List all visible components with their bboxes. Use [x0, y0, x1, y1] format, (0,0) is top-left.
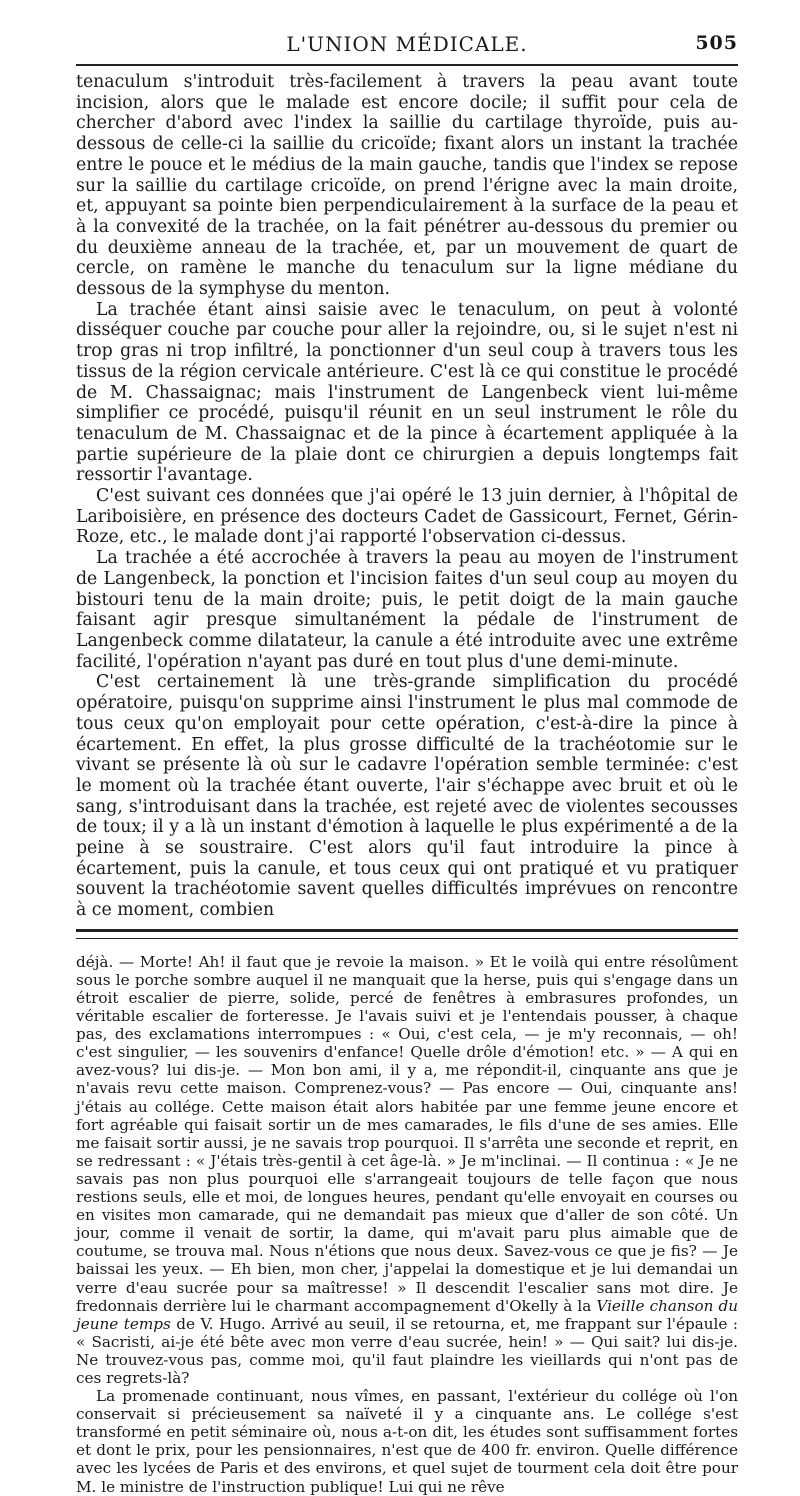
feuilleton-separator — [76, 929, 738, 939]
main-article — [76, 72, 738, 921]
article-paragraph: La trachée étant ainsi saisie avec le tenaculum, on peut à volonté disséquer couche par couche pour aller la rejoindre, ou, si le sujet n'est ni trop gras ni trop infiltré, la ponctionner d'un seul coup à travers tous les tissus de la région cervicale antérieure. C'est là ce qui constitue le procédé de M. Chassaignac; mais l'instrument de Langenbeck vient lui-même simplifier ce procédé, puisqu'il réunit en un seul instrument le rôle du tenaculum de M. Chassaignac et de la pince à écartement appliquée à la partie supérieure de la plaie dont ce chirurgien a depuis longtemps fait ressortir l'avantage. — [76, 299, 738, 486]
article-paragraph: C'est suivant ces données que j'ai opéré le 13 juin dernier, à l'hôpital de Lariboisière, en présence des docteurs Cadet de Gassicourt, Fernet, Gérin-Roze, etc., le malade dont j'ai rapporté l'observation ci-dessus. — [76, 486, 738, 548]
feuilleton — [76, 953, 738, 1496]
article-paragraph: tenaculum s'introduit très-facilement à travers la peau avant toute incision, alors que le malade est encore docile; il suffit pour cela de chercher d'abord avec l'index la saillie du cartilage thyroïde, puis au-dessous de celle-ci la saillie du cricoïde; fixant alors un instant la trachée entre le pouce et le médius de la main gauche, tandis que l'index se repose sur la saillie du cartilage cricoïde, on prend l'érigne avec la main droite, et, appuyant sa pointe bien perpendiculairement à la surface de la peau et à la convexité de la trachée, on la fait pénétrer au-dessous du premier ou du deuxième anneau de la trachée, et, par un mouvement de quart de cercle, on ramène le manche du tenaculum sur la ligne médiane du dessous de la symphyse du menton. — [76, 72, 738, 300]
header-rule — [76, 64, 738, 66]
journal-title: L'UNION MÉDICALE. — [286, 32, 528, 56]
feuilleton-text: de V. Hugo. Arrivé au seuil, il se retourna, et, me frappant sur l'épaule : « Sacristi, ai-je été bête avec mon verre d'eau sucrée, hein! » — Qui sait? lui dis-je. Ne trouvez-vous pas, comme moi, qu'il faut plaindre les vieillards qui n'ont pas de ces regrets-là? — [76, 1314, 738, 1387]
page-number: 505 — [695, 32, 738, 54]
feuilleton-paragraph: La promenade continuant, nous vîmes, en passant, l'extérieur du collége où l'on conservait si précieusement sa naïveté il y a cinquante ans. Le collége s'est transformé en petit séminaire où, nous a-t-on dit, les études sont suffisamment fortes et dont le prix, pour les pensionnaires, n'est que de 400 fr. environ. Quelle différence avec les lycées de Paris et des environs, et quel sujet de tourment cela doit être pour M. le ministre de l'instruction publique! Lui qui ne rêve — [76, 1387, 738, 1496]
article-paragraph: C'est certainement là une très-grande simplification du procédé opératoire, puisqu'on supprime ainsi l'instrument le plus mal commode de tous ceux qu'on employait pour cette opération, c'est-à-dire la pince à écartement. En effet, la plus grosse difficulté de la trachéotomie sur le vivant se présente là où sur le cadavre l'opération semble terminée: c'est le moment où la trachée étant ouverte, l'air s'échappe avec bruit et où le sang, s'introduisant dans la trachée, est rejeté avec de violentes secousses de toux; il y a là un instant d'émotion à laquelle le plus expérimenté a de la peine à se soustraire. C'est alors qu'il faut introduire la pince à écartement, puis la canule, et tous ceux qui ont pratiqué et vu pratiquer souvent la trachéotomie savent quelles difficultés imprévues on rencontre à ce moment, combien — [76, 672, 738, 921]
running-head — [76, 30, 738, 62]
feuilleton-paragraph — [76, 953, 738, 1387]
article-paragraph: La trachée a été accrochée à travers la peau au moyen de l'instrument de Langenbeck, la ponction et l'incision faites d'un seul coup au moyen du bistouri tenu de la main droite; puis, le petit doigt de la main gauche faisant agir presque simultanément la pédale de l'instrument de Langenbeck comme dilatateur, la canule a été introduite avec une extrême facilité, l'opération n'ayant pas duré en tout plus d'une demi-minute. — [76, 548, 738, 672]
feuilleton-text: déjà. — Morte! Ah! il faut que je revoie la maison. » Et le voilà qui entre résolûment sous le porche sombre auquel il ne manquait que la herse, puis qui s'engage dans un étroit escalier de pierre, solide, percé de fenêtres à embrasures profondes, un véritable escalier de forteresse. Je l'avais suivi et je l'entendais pousser, à chaque pas, des exclamations interrompues : « Oui, c'est cela, — je m'y reconnais, — oh! c'est singulier, — les souvenirs d'enfance! Quelle drôle d'émotion! etc. » — A qui en avez-vous? lui dis-je. — Mon bon ami, il y a, me répondit-il, cinquante ans que je n'avais revu cette maison. Comprenez-vous? — Pas encore — Oui, cinquante ans! j'étais au collége. Cette maison était alors habitée par une femme jeune encore et fort agréable qui faisait sortir un de mes camarades, le fils d'une de ses amies. Elle me faisait sortir aussi, je ne savais trop pourquoi. Il s'arrêta une seconde et reprit, en se redressant : « J'étais très-gentil à cet âge-là. » Je m'inclinai. — Il continua : « Je ne savais pas non plus pourquoi elle s'arrangeait toujours de telle façon que nous restions seuls, elle et moi, de longues heures, pendant qu'elle envoyait en courses ou en visites mon camarade, qui ne demandait pas mieux que d'aller de son côté. Un jour, comme il venait de sortir, la dame, qui m'avait paru plus aimable que de coutume, se trouva mal. Nous n'étions que nous deux. Savez-vous ce que je fis? — Je baissai les yeux. — Eh bien, mon cher, j'appelai la domestique et je lui demandai un verre d'eau sucrée pour sa maîtresse! » Il descendit l'escalier sans mot dire. Je fredonnais derrière lui le charmant accompagnement d'Okelly à la — [76, 952, 738, 1315]
song-title: Vieille chanson du jeune temps — [76, 1296, 739, 1333]
